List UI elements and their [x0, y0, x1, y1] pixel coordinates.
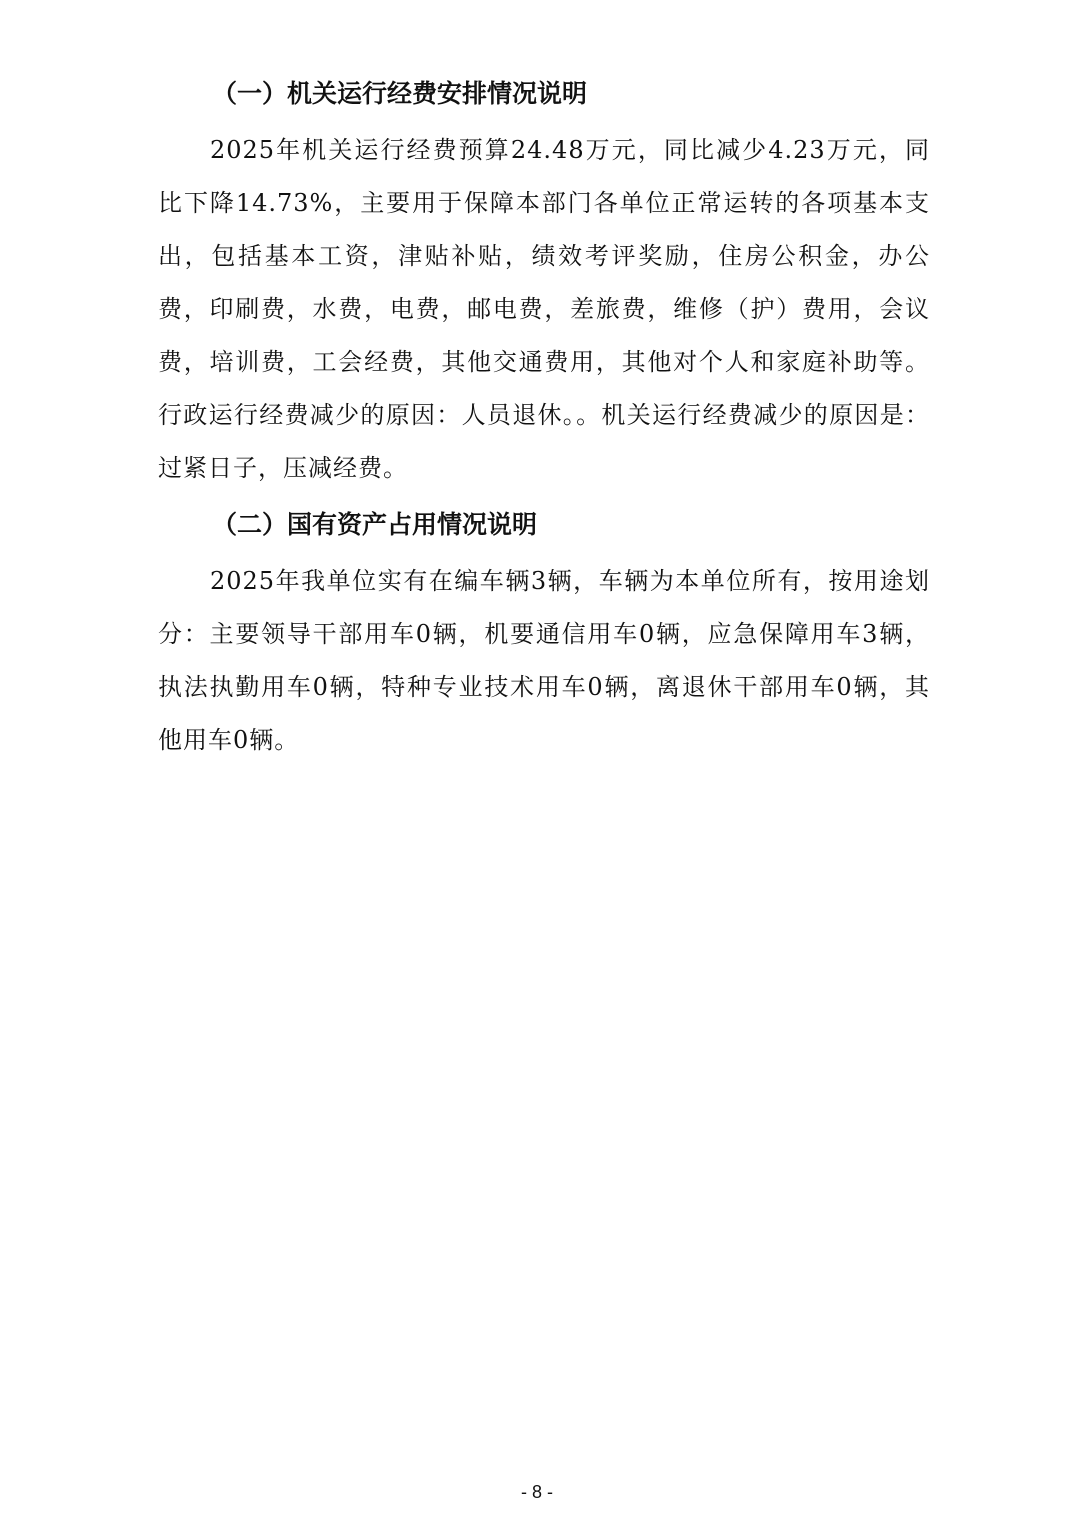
- paragraph-operating-expenses: 2025年机关运行经费预算24.48万元，同比减少4.23万元，同比下降14.73%，主要用于保障本部门各单位正常运转的各项基本支出，包括基本工资，津贴补贴，绩效考评奖励，住房公积金，办公费，印刷费，水费，电费，邮电费，差旅费，维修（护）费用，会议费，培训费，工会经费，其他交通费用，其他对个人和家庭补助等。行政运行经费减少的原因：人员退休。。机关运行经费减少的原因是：过紧日子，压减经费。: [158, 136, 930, 482]
- page-number: - 8 -: [520, 1482, 553, 1502]
- document-body: [158, 70, 930, 773]
- section-heading-state-assets: （二）国有资产占用情况说明: [212, 510, 538, 539]
- section-heading-operating-expenses: （一）机关运行经费安排情况说明: [212, 79, 588, 108]
- paragraph-state-assets: 2025年我单位实有在编车辆3辆，车辆为本单位所有，按用途划分：主要领导干部用车0辆，机要通信用车0辆，应急保障用车3辆，执法执勤用车0辆，特种专业技术用车0辆，离退休干部用车0辆，其他用车0辆。: [158, 567, 930, 754]
